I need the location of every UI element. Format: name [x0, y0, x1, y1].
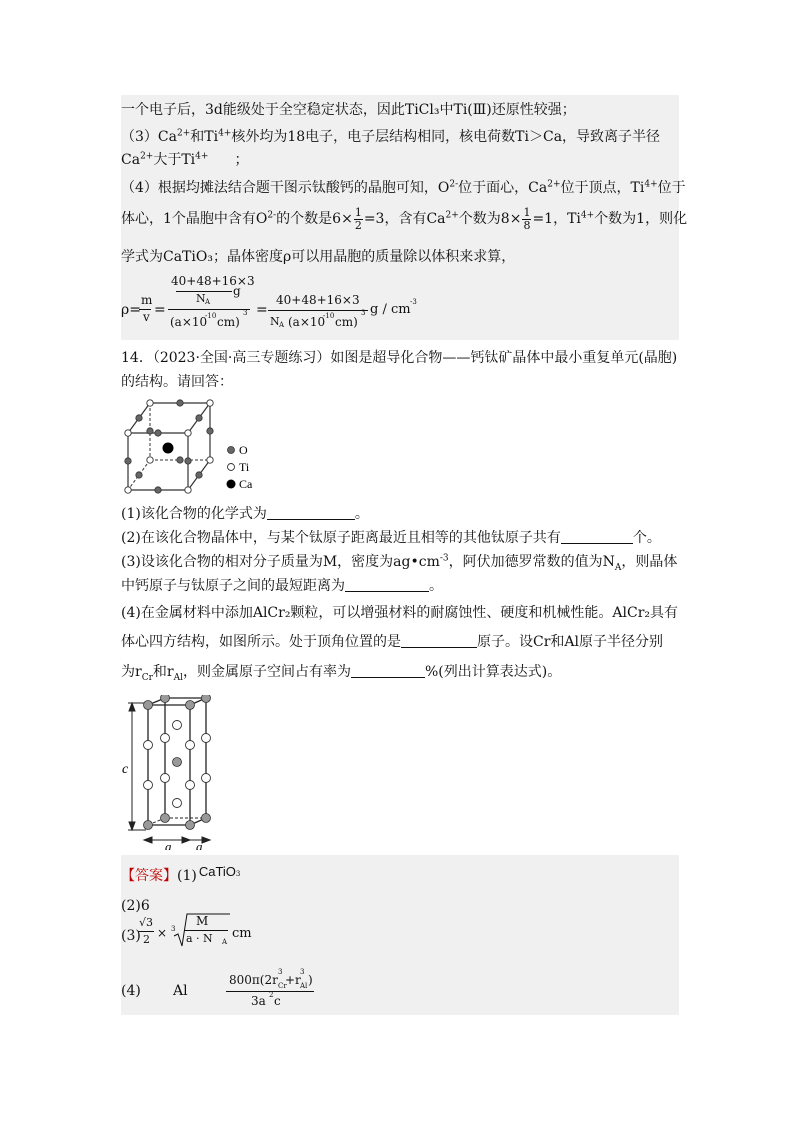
sub: A [222, 938, 228, 946]
text: ； [234, 152, 249, 168]
denominator: c [274, 994, 281, 1008]
sub-question-3b [121, 576, 443, 596]
text: (4)在金属材料中添加AlCr₂颗粒，可以增强材料的耐腐蚀性、硬度和机械性能。AlCr₂具有 [121, 605, 679, 621]
sup: 4+ [195, 151, 209, 162]
sup: 2- [449, 179, 459, 190]
fraction-eighth [522, 207, 531, 232]
eq: = [256, 302, 268, 318]
sub: A [614, 562, 622, 573]
legend-ti-dot [228, 464, 235, 471]
text: 位于 [657, 180, 686, 196]
answer-tag: 【答案】 [121, 868, 177, 884]
answer-blank[interactable] [561, 529, 633, 544]
legend-ti-label: Ti [239, 460, 250, 474]
root-index: 3 [171, 925, 176, 933]
mass-numerator: 40+48+16×3 [276, 293, 360, 307]
na-sub: A [279, 321, 285, 329]
exp: -3 [410, 298, 417, 306]
sub-question-2 [121, 528, 661, 548]
na: N [270, 315, 280, 328]
sub-question-4c [121, 662, 561, 682]
text: =3 [363, 211, 385, 227]
text: 。 [354, 506, 369, 522]
rho: ρ= [121, 302, 141, 318]
times: × [157, 926, 168, 940]
text: 个数为1，则化 [594, 211, 688, 227]
perovskite-cell-diagram [118, 398, 268, 498]
text: 个。 [632, 530, 661, 546]
sup: 4+ [644, 179, 658, 190]
text: 位于顶点，Ti [560, 180, 645, 196]
denominator: 8 [523, 218, 531, 232]
text: 8× [500, 211, 522, 227]
sup: 2- [267, 210, 277, 221]
numerator: ) [308, 973, 313, 987]
mass-numerator: 40+48+16×3 [171, 274, 255, 288]
text: 6× [332, 211, 353, 227]
unit: cm [232, 926, 252, 941]
text: 个数为 [458, 211, 501, 227]
volume: (a×10 [170, 315, 208, 329]
solution-line-3b [121, 150, 248, 170]
answer-blank[interactable] [267, 505, 355, 520]
frac-line [268, 310, 368, 311]
text: (3)设该化合物的相对分子质量为M，密度为ag•cm [121, 554, 440, 570]
text: 和Ti [190, 129, 219, 145]
volume: (a×10 [288, 315, 326, 329]
text: Al [173, 983, 188, 999]
text: 大于Ti [153, 152, 196, 168]
exp: 3 [243, 309, 248, 317]
text: Ca [121, 152, 141, 168]
label-a: a [165, 839, 172, 850]
answer-2 [121, 896, 150, 916]
text: ，则晶体 [621, 554, 678, 570]
exp: 2 [269, 991, 274, 999]
answer-blank[interactable] [401, 633, 477, 648]
text: 体心四方结构，如图所示。处于顶角位置的是 [121, 634, 401, 650]
denominator: 3a [251, 994, 266, 1008]
cm: cm) [217, 315, 240, 329]
question-title-2 [121, 372, 233, 392]
sub-question-4a [121, 603, 678, 623]
eq: = [154, 302, 166, 318]
sub: Al [300, 982, 308, 990]
sup: 4+ [218, 128, 232, 139]
solution-line-4a [121, 178, 686, 198]
solution-line-3a [121, 127, 660, 147]
alcr2-cell-diagram [118, 695, 218, 850]
sup: 2+ [547, 179, 561, 190]
text: ，阿伏加德罗常数的值为N [448, 554, 615, 570]
denominator: 2 [143, 933, 150, 946]
answer-blank[interactable] [351, 663, 425, 678]
m: m [141, 293, 153, 307]
solution-line-4b [121, 206, 687, 232]
text: 14．（2023·全国·高三专题练习）如图是超导化合物——钙钛矿晶体中最小重复单元(晶胞) [121, 350, 678, 366]
sub-question-3a [121, 552, 677, 572]
exp: 3 [278, 968, 283, 976]
ca-atom [163, 443, 174, 454]
label-c: c [122, 762, 129, 777]
al-atoms [144, 695, 211, 830]
denominator: 2 [354, 218, 362, 232]
text: ，Ti [553, 211, 581, 227]
text: 的结构。请回答： [121, 374, 233, 390]
sup: 2+ [176, 128, 191, 139]
sub: Cr [141, 672, 153, 683]
text: 位于面心，Ca [458, 180, 548, 196]
exp: -10 [323, 312, 335, 320]
text: ，则金属原子空间占有率为 [183, 664, 351, 680]
text: ，含有Ca [384, 211, 446, 227]
frac-line [184, 930, 228, 931]
numerator: 1 [523, 205, 531, 219]
text: (4) [121, 983, 141, 999]
cm: cm) [335, 315, 358, 329]
text: （3）Ca [121, 129, 177, 145]
denominator: a · N [186, 932, 213, 945]
sup: 2+ [140, 151, 154, 162]
sub: Al [173, 672, 183, 683]
text: 体心，1个晶胞中含有O [121, 211, 268, 227]
legend-o-dot [228, 447, 235, 454]
na: N [196, 292, 206, 305]
text: 的个数是 [276, 211, 333, 227]
text: 中钙原子与钛原子之间的最短距离为 [121, 578, 345, 594]
sup: 2+ [445, 210, 459, 221]
legend-o-label: O [239, 443, 248, 457]
fraction-half [354, 207, 363, 232]
text: 核外均为18电子，电子层结构相同，核电荷数Ti＞Ca，导致离子半径 [231, 129, 661, 145]
text: (2)在该化合物晶体中，与某个钛原子距离最近且相等的其他钛原子共有 [121, 530, 561, 546]
text: 为r [121, 664, 142, 680]
formula: CaTiO [198, 864, 236, 879]
numerator: +r [285, 973, 301, 987]
sub: Cr [278, 982, 287, 990]
text: =1 [532, 211, 554, 227]
text: (1)该化合物的化学式为 [121, 506, 267, 522]
answer-1 [121, 862, 240, 886]
text: (3) [121, 928, 141, 944]
answer-blank[interactable] [345, 577, 429, 592]
exp: -10 [205, 312, 217, 320]
text: 原子。设Cr和Al原子半径分别 [477, 634, 663, 650]
numerator: M [196, 914, 209, 928]
legend-ca-label: Ca [239, 477, 253, 491]
units: g / cm [370, 302, 411, 317]
frac-line [138, 931, 154, 932]
exp: 3 [361, 309, 366, 317]
solution-line-1 [121, 100, 576, 120]
text: (1) [177, 868, 197, 884]
exp: 3 [300, 968, 305, 976]
na-sub: A [205, 298, 211, 306]
frac-line [168, 309, 250, 310]
numerator: 1 [354, 205, 362, 219]
text: 和r [152, 664, 174, 680]
text: 。 [429, 578, 443, 594]
sub: 3 [235, 870, 241, 878]
g: g [233, 284, 241, 298]
legend-ca-dot [227, 480, 236, 489]
text: %(列出计算表达式)。 [425, 664, 562, 680]
numerator: 800π(2r [229, 973, 278, 987]
text: （4）根据均摊法结合题干图示钛酸钙的晶胞可知，O [121, 180, 450, 196]
sup: 4+ [580, 210, 595, 221]
sup: -3 [439, 553, 449, 564]
label-a: a [196, 839, 203, 850]
v: v [143, 310, 150, 324]
text: 学式为CaTiO₃；晶体密度ρ可以用晶胞的质量除以体积来求算， [121, 249, 516, 265]
solution-line-4c [121, 247, 515, 267]
question-title-1 [121, 348, 677, 368]
sqrt3: √3 [139, 916, 154, 929]
text: 一个电子后，3d能级处于全空稳定状态，因此TiCl₃中Ti(Ⅲ)还原性较强； [121, 102, 576, 118]
text: (2)6 [121, 898, 150, 914]
sub-question-1 [121, 504, 369, 524]
sub-question-4b [121, 632, 663, 652]
